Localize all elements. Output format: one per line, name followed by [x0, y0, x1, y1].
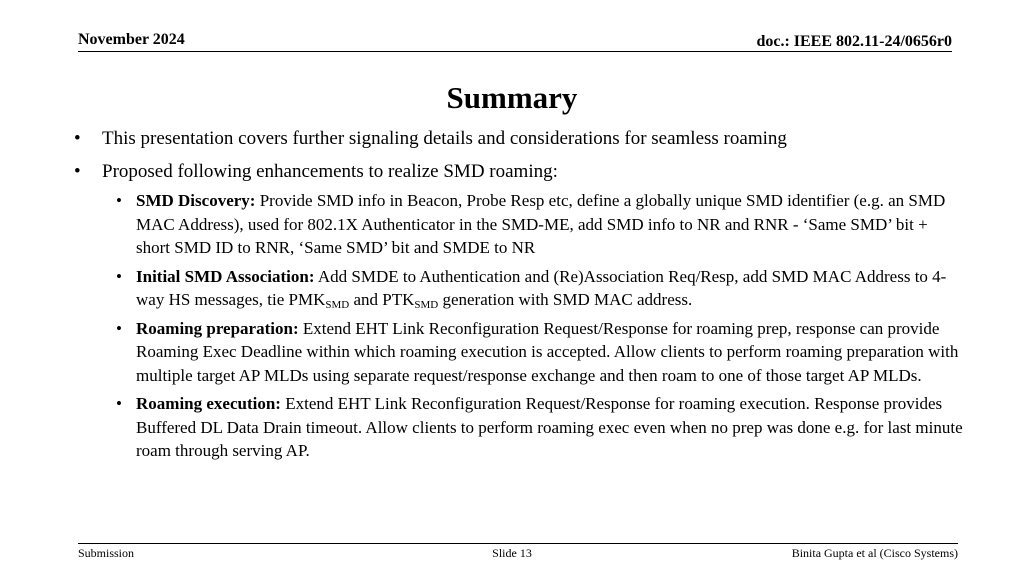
sub-bullet-label: Initial SMD Association:	[136, 266, 315, 286]
sub-bullet-label: SMD Discovery:	[136, 191, 256, 210]
bullet-text: Proposed following enhancements to realize SMD roaming:	[102, 161, 558, 182]
sub-bullet-text: generation with SMD MAC address.	[438, 290, 693, 309]
slide-title: Summary	[446, 80, 578, 115]
header-doc-id: doc.: IEEE 802.11-24/0656r0	[756, 33, 952, 50]
bullet-marker: •	[74, 161, 81, 182]
slide-body	[74, 127, 964, 472]
bullet-list	[74, 127, 964, 463]
subscript: SMD	[325, 299, 350, 311]
sub-bullet-item	[108, 189, 964, 260]
footer-divider	[78, 543, 958, 544]
footer-slide-number: Slide 13	[492, 546, 532, 560]
sub-bullet-text: Extend EHT Link Reconfiguration Request/Response for roaming prep, response can provide Roaming Exec Deadline within which roaming execution is accepted. Allow clients to perform roaming preparation with multiple target AP MLDs using separate request/response exchange and then roam to one of those target AP MLDs.	[136, 318, 959, 385]
footer-submission: Submission	[78, 546, 135, 560]
sub-bullet-text: Provide SMD info in Beacon, Probe Resp etc, define a globally unique SMD identifier (e.g. an SMD MAC Address), used for 802.1X Authenticator in the SMD-ME, add SMD info to NR and RNR - ‘Same SMD’ bit + short SMD ID to RNR, ‘Same SMD’ bit and SMDE to NR	[136, 191, 946, 257]
sub-bullet-text: Extend EHT Link Reconfiguration Request/Response for roaming execution. Response provides Buffered DL Data Drain timeout. Allow clients to perform roaming exec even when no prep was done e.g. for last minute roam through serving AP.	[136, 394, 963, 460]
sub-bullet-marker: •	[116, 394, 122, 413]
footer-author: Binita Gupta et al (Cisco Systems)	[791, 546, 958, 560]
sub-bullet-item	[108, 317, 964, 388]
sub-bullet-marker: •	[116, 191, 122, 210]
subscript: SMD	[414, 299, 439, 311]
sub-bullet-marker: •	[116, 266, 122, 286]
sub-bullet-marker: •	[116, 318, 122, 338]
header-date: November 2024	[78, 31, 185, 48]
bullet-item	[74, 127, 964, 151]
sub-bullet-label: Roaming execution:	[136, 394, 281, 413]
sub-bullet-list	[108, 189, 964, 463]
sub-bullet-label: Roaming preparation:	[136, 318, 299, 338]
sub-bullet-text: and PTK	[349, 290, 415, 309]
bullet-text: This presentation covers further signaling details and considerations for seamless roaming	[102, 128, 787, 149]
sub-bullet-item	[108, 392, 964, 463]
sub-bullet-text: Add SMDE to Authentication and (Re)Association Req/Resp, add SMD MAC Address to 4-way HS messages, tie PMK	[136, 266, 947, 309]
header-divider	[78, 51, 952, 52]
sub-bullet-item	[108, 265, 964, 312]
bullet-marker: •	[74, 128, 81, 149]
bullet-item	[74, 160, 964, 463]
